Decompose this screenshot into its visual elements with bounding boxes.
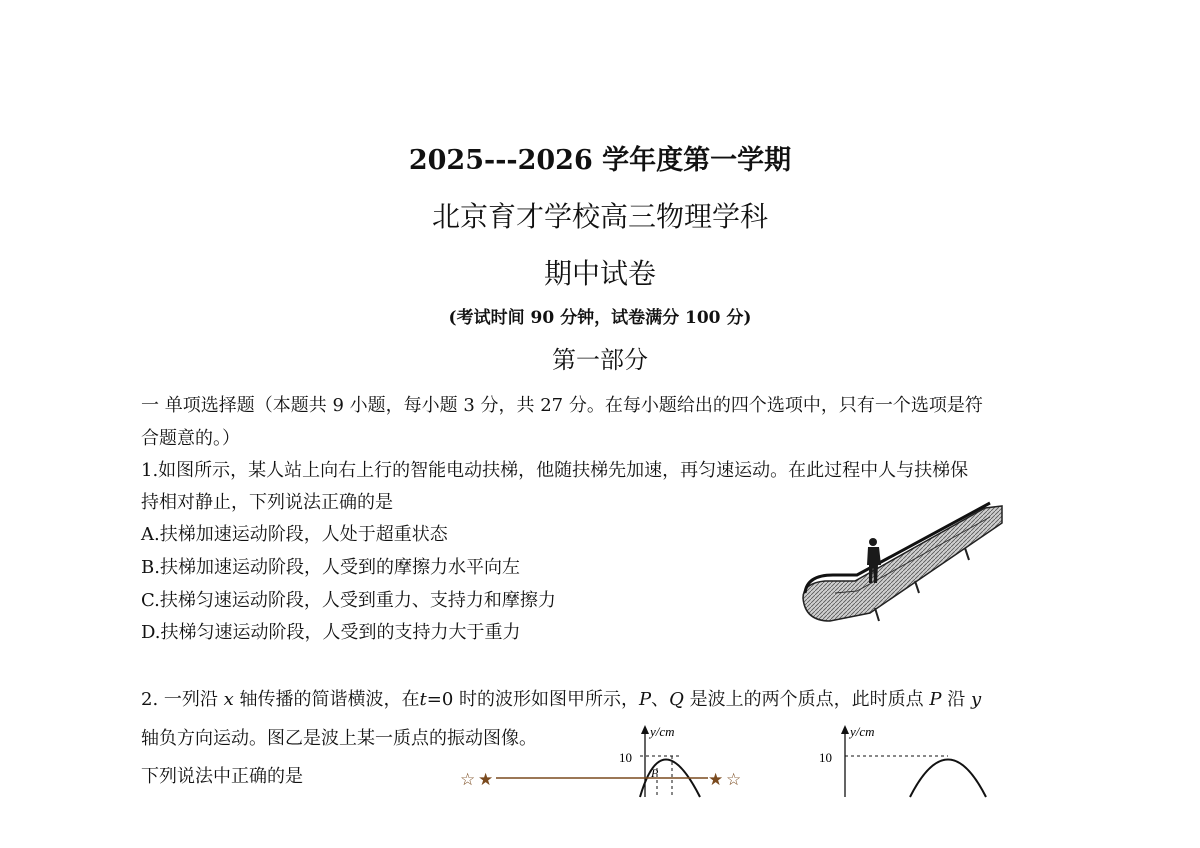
q1-option-b: B.扶梯加速运动阶段，人受到的摩擦力水平向左 [141,557,520,578]
q2-var-p: P [639,689,652,710]
star-outline-icon: ☆ [460,770,476,790]
exam-info: (考试时间 90 分钟，试卷满分 100 分) [448,308,752,328]
left-graph-point-label: P [651,766,659,780]
q2-stem-line1 [141,685,981,711]
q2-var-p2: P [929,689,942,710]
q2-text-b: 轴传播的简谐横波，在 [239,689,420,710]
section-instruction-line2: 合题意的。） [141,428,240,449]
q2-var-y: y [970,689,982,710]
left-graph-ylabel: y/cm [650,724,675,739]
right-graph-ylabel: y/cm [850,724,875,739]
section-instruction-line1: 一 单项选择题（本题共 9 小题，每小题 3 分，共 27 分。在每小题给出的四个选项中，只有一个选项是符 [141,395,983,416]
q1-option-c: C.扶梯匀速运动阶段，人受到重力、支持力和摩擦力 [141,590,556,611]
q2-var-x: x [223,689,234,710]
q2-text-e: 沿 [947,689,966,710]
star-filled-icon: ★ [478,770,494,790]
q2-sep: 、 [651,689,670,710]
q2-stem-line2: 轴负方向运动。图乙是波上某一质点的振动图像。 [141,728,537,749]
school-subject-title: 北京育才学校高三物理学科 [431,200,768,233]
exam-name-title: 期中试卷 [543,257,656,290]
q2-text-d: 是波上的两个质点，此时质点 [689,689,924,710]
q1-option-a: A.扶梯加速运动阶段，人处于超重状态 [141,524,448,545]
q2-var-q: Q [669,689,684,710]
star-outline-icon: ☆ [726,770,742,790]
q2-text-a: 2. 一列沿 [141,689,218,710]
escalator-figure [795,503,1010,628]
vibration-graph-right [800,722,1000,797]
q2-var-t: t [419,689,427,710]
q1-stem-line2: 持相对静止，下列说法正确的是 [141,492,393,513]
year-term-title: 2025---2026 学年度第一学期 [408,145,792,176]
part-title: 第一部分 [552,346,648,374]
q2-text-c: =0 时的波形如图甲所示， [426,689,640,710]
right-graph-tick: 10 [819,750,832,765]
q1-stem-line1: 1.如图所示，某人站上向右上行的智能电动扶梯，他随扶梯先加速，再匀速运动。在此过程中人与扶梯保 [141,460,969,481]
q1-option-d: D.扶梯匀速运动阶段，人受到的支持力大于重力 [141,622,521,643]
left-graph-tick: 10 [619,750,632,765]
q2-stem-line3: 下列说法中正确的是 [141,766,303,787]
watermark-line [458,766,748,790]
star-filled-icon: ★ [708,770,724,790]
